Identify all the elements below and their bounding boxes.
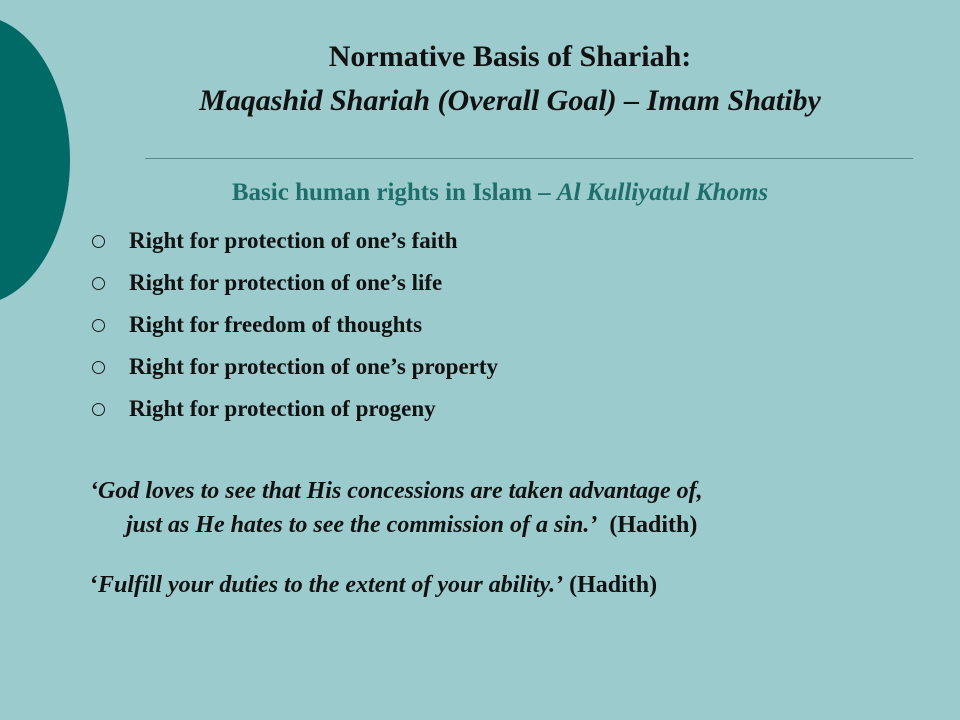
list-item: [90, 220, 498, 262]
list-item: [90, 346, 498, 388]
quote-1-source: (Hadith): [609, 512, 698, 538]
quote-2-source: (Hadith): [569, 572, 658, 598]
right-text: Right for protection of one’s faith: [129, 228, 458, 253]
rights-list: [90, 220, 498, 430]
subheading-emphasis: Al Kulliyatul Khoms: [556, 179, 769, 206]
circle-bullet-icon: [92, 235, 105, 248]
list-item: [90, 262, 498, 304]
title-line-1: Normative Basis of Shariah:: [328, 40, 692, 73]
quote-2-text: Fulfill your duties to the extent of your ability.’: [98, 572, 564, 598]
decorative-circle: [0, 15, 70, 305]
quote-1-text-2: just as He hates to see the commission of a sin.’: [126, 512, 598, 538]
title-line-2: Maqashid Shariah (Overall Goal) – Imam Shatiby: [199, 84, 821, 117]
quote-1-line-1: [90, 474, 703, 508]
right-text: Right for freedom of thoughts: [129, 312, 423, 337]
circle-bullet-icon: [92, 277, 105, 290]
circle-bullet-icon: [92, 319, 105, 332]
list-item: [90, 304, 498, 346]
divider-line: [145, 158, 913, 159]
right-text: Right for protection of one’s life: [129, 270, 443, 295]
right-text: Right for protection of one’s property: [129, 354, 499, 379]
quote-1-line-2: [126, 508, 697, 542]
circle-bullet-icon: [92, 361, 105, 374]
quote-2-open: ‘: [90, 572, 98, 598]
list-item: [90, 388, 498, 430]
subheading-text: Basic human rights in Islam –: [231, 179, 557, 206]
right-text: Right for protection of progeny: [129, 396, 436, 421]
circle-bullet-icon: [92, 403, 105, 416]
quote-2: [90, 568, 657, 602]
subheading: [90, 176, 910, 210]
quote-1-text-1: ‘God loves to see that His concessions are taken advantage of,: [90, 478, 703, 504]
